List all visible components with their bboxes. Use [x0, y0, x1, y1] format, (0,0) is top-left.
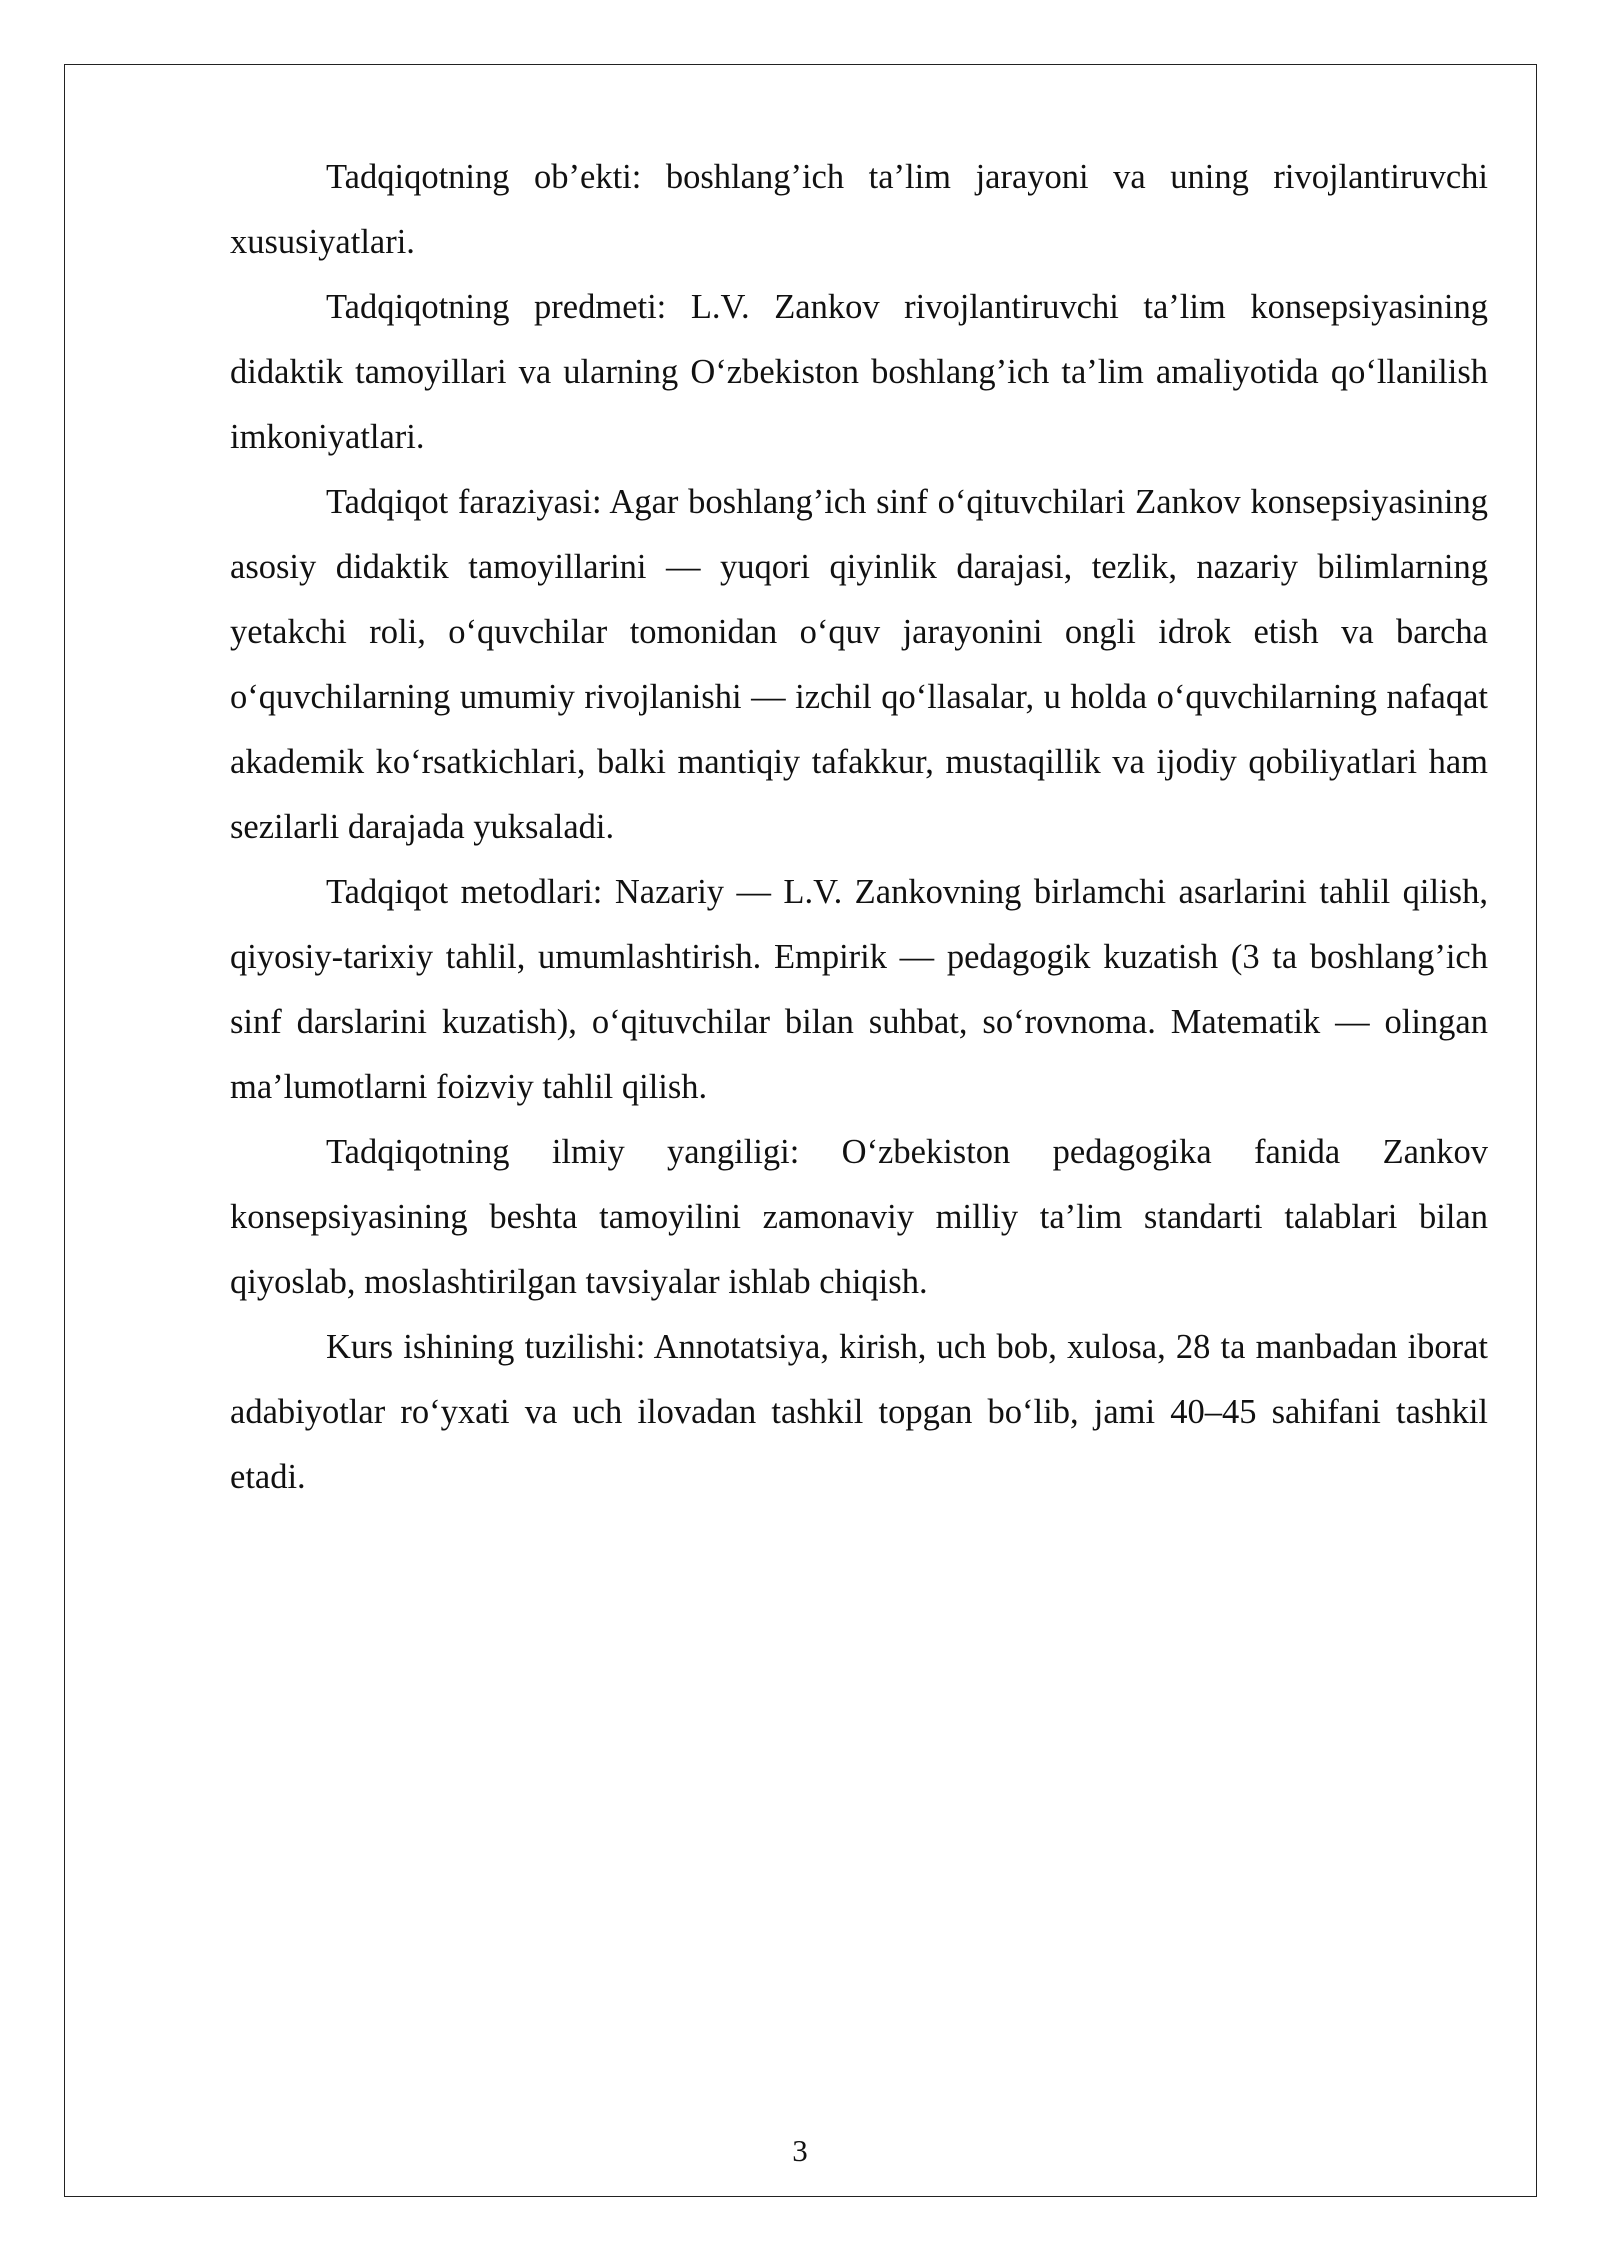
paragraph-scientific-novelty: Tadqiqotning ilmiy yangiligi: O‘zbekiston pedagogika fanida Zankov konsepsiyasining beshta tamoyilini zamonaviy milliy ta’lim standarti talablari bilan qiyoslab, moslashtirilgan tavsiyalar ishlab chiqish.	[230, 1133, 1488, 1301]
paragraph-research-methods: Tadqiqot metodlari: Nazariy — L.V. Zankovning birlamchi asarlarini tahlil qilish, qiyosiy-tarixiy tahlil, umumlashtirish. Empirik — pedagogik kuzatish (3 ta boshlang’ich sinf darslarini kuzatish), o‘qituvchilar bilan suhbat, so‘rovnoma. Matematik — olingan ma’lumotlarni foizviy tahlil qilish.	[230, 873, 1488, 1106]
paragraph-research-subject: Tadqiqotning predmeti: L.V. Zankov rivojlantiruvchi ta’lim konsepsiyasining didaktik tamoyillari va ularning O‘zbekiston boshlang’ich ta’lim amaliyotida qo‘llanilish imkoniyatlari.	[230, 288, 1488, 456]
paragraph-research-hypothesis: Tadqiqot faraziyasi: Agar boshlang’ich sinf o‘qituvchilari Zankov konsepsiyasining asosiy didaktik tamoyillarini — yuqori qiyinlik darajasi, tezlik, nazariy bilimlarning yetakchi roli, o‘quvchilar tomonidan o‘quv jarayonini ongli idrok etish va barcha o‘quvchilarning umumiy rivojlanishi — izchil qo‘llasalar, u holda o‘quvchilarning nafaqat akademik ko‘rsatkichlari, balki mantiqiy tafakkur, mustaqillik va ijodiy qobiliyatlari ham sezilarli darajada yuksaladi.	[230, 483, 1488, 846]
paragraph-structure: Kurs ishining tuzilishi: Annotatsiya, kirish, uch bob, xulosa, 28 ta manbadan iborat adabiyotlar ro‘yxati va uch ilovadan tashkil topgan bo‘lib, jami 40–45 sahifani tashkil etadi.	[230, 1328, 1488, 1496]
document-body	[230, 145, 1488, 1510]
page-number: 3	[792, 2133, 808, 2168]
paragraph-research-object: Tadqiqotning ob’ekti: boshlang’ich ta’lim jarayoni va uning rivojlantiruvchi xususiyatlari.	[230, 158, 1488, 261]
